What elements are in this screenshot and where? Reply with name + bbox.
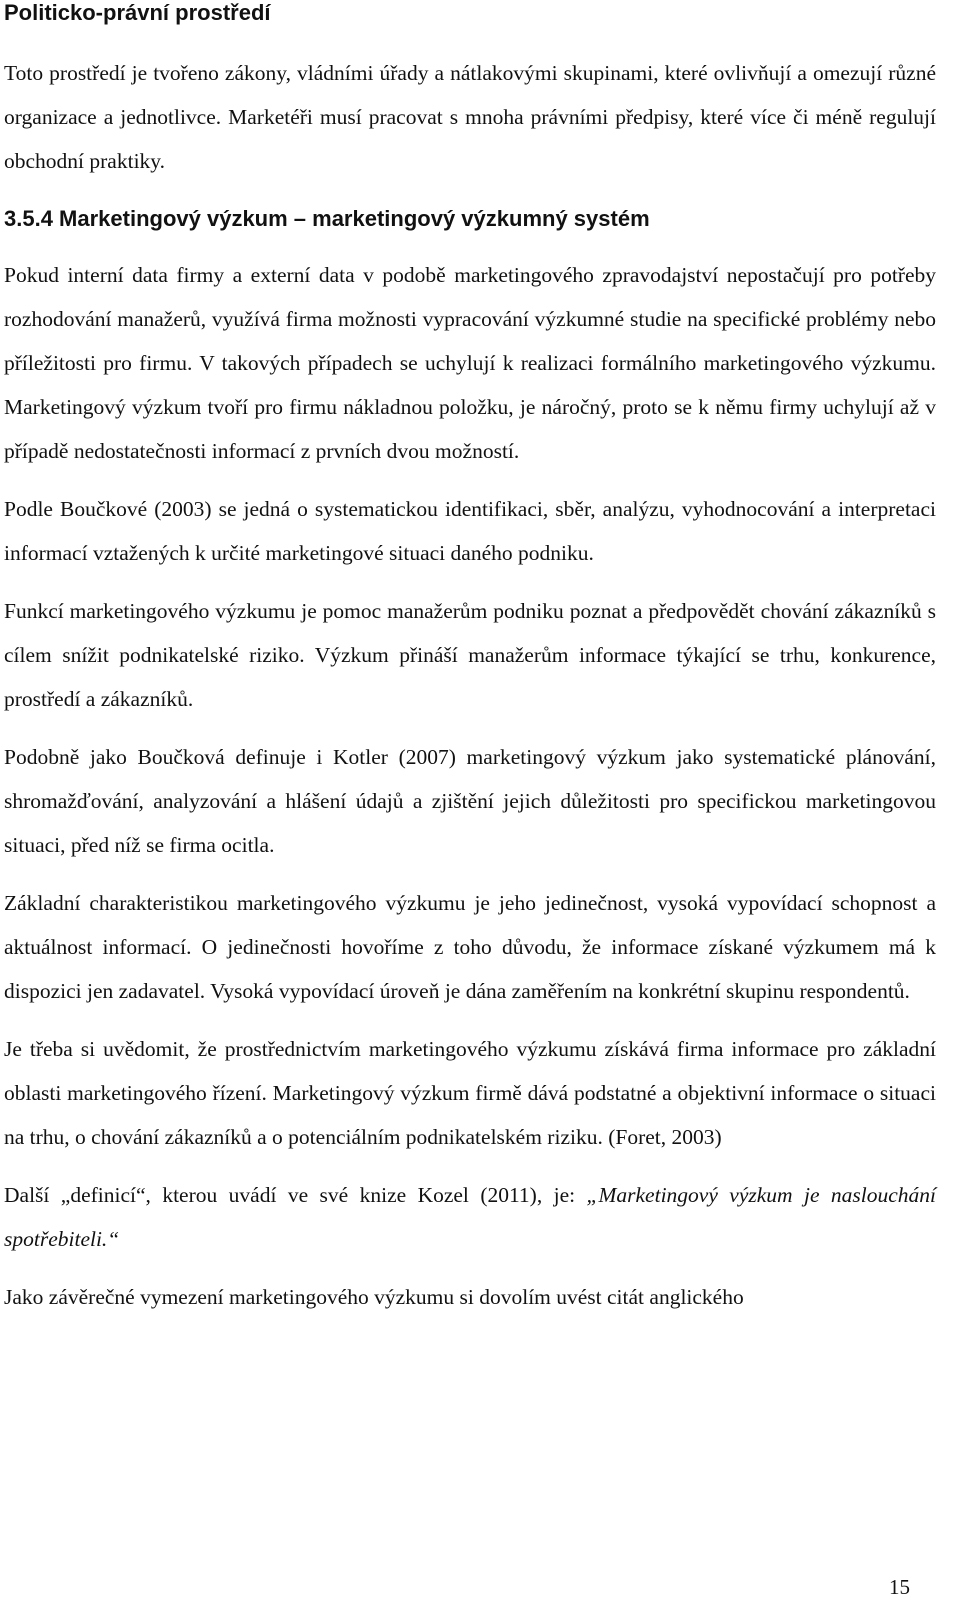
quote-paragraph — [4, 1173, 936, 1261]
section-heading-marketingovy-vyzkum: 3.5.4 Marketingový výzkum – marketingový výzkumný systém — [4, 206, 650, 231]
quote-text: „Marketingový výzkum je naslouchání spotřebiteli.“ — [4, 1183, 937, 1251]
paragraph: Funkcí marketingového výzkumu je pomoc manažerům podniku poznat a předpovědět chování zákazníků s cílem snížit podnikatelské riziko. Výzkum přináší manažerům informace týkající se trhu, konkurence, prostředí a zákazníků. — [4, 599, 936, 711]
paragraph: Je třeba si uvědomit, že prostřednictvím marketingového výzkumu získává firma informace pro základní oblasti marketingového řízení. Marketingový výzkum firmě dává podstatné a objektivní informace o situaci na trhu, o chování zákazníků a o potenciálním podnikatelském riziku. (Foret, 2003) — [4, 1037, 936, 1149]
section-heading-politicko-pravni: Politicko-právní prostředí — [4, 0, 271, 25]
paragraph: Podobně jako Boučková definuje i Kotler (2007) marketingový výzkum jako systematické plánování, shromažďování, analyzování a hlášení údajů a zjištění jejich důležitosti pro specifickou marketingovou situaci, před níž se firma ocitla. — [4, 745, 936, 857]
paragraph: Podle Boučkové (2003) se jedná o systematickou identifikaci, sběr, analýzu, vyhodnocování a interpretaci informací vztažených k určité marketingové situaci daného podniku. — [4, 497, 936, 565]
paragraph: Pokud interní data firmy a externí data v podobě marketingového zpravodajství nepostačují pro potřeby rozhodování manažerů, využívá firma možnosti vypracování výzkumné studie na specifické problémy nebo příležitosti pro firmu. V takových případech se uchylují k realizaci formálního marketingového výzkumu. Marketingový výzkum tvoří pro firmu nákladnou položku, je náročný, proto se k němu firmy uchylují až v případě nedostatečnosti informací z prvních dvou možností. — [4, 263, 936, 463]
section-body-marketingovy-vyzkum — [4, 253, 936, 1319]
quote-lead: Další „definicí“, kterou uvádí ve své knize Kozel (2011), je: — [4, 1183, 587, 1207]
page-number: 15 — [889, 1575, 910, 1599]
section-body-politicko-pravni — [4, 51, 936, 183]
paragraph: Toto prostředí je tvořeno zákony, vládními úřady a nátlakovými skupinami, které ovlivňují a omezují různé organizace a jednotlivce. Marketéři musí pracovat s mnoha právními předpisy, které více či méně regulují obchodní praktiky. — [4, 61, 936, 173]
paragraph: Jako závěrečné vymezení marketingového výzkumu si dovolím uvést citát anglického — [4, 1285, 744, 1309]
paragraph: Základní charakteristikou marketingového výzkumu je jeho jedinečnost, vysoká vypovídací schopnost a aktuálnost informací. O jedinečnosti hovoříme z toho důvodu, že informace získané výzkumem má k dispozici jen zadavatel. Vysoká vypovídací úroveň je dána zaměřením na konkrétní skupinu respondentů. — [4, 891, 936, 1003]
